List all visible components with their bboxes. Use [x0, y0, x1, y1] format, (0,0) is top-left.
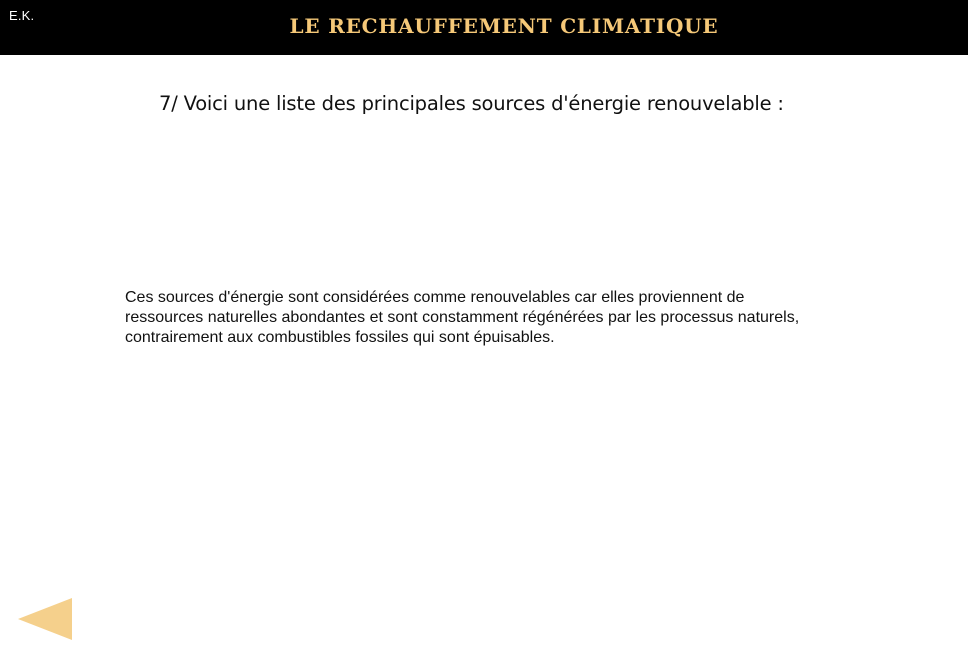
explanation-line: ressources naturelles abondantes et sont constamment régénérées par les processus naturels, [125, 309, 800, 326]
question-heading: 7/ Voici une liste des principales sources d'énergie renouvelable : [159, 92, 784, 115]
triangle-left-icon [18, 598, 72, 640]
explanation-line: Ces sources d'énergie sont considérées comme renouvelables car elles proviennent de [125, 289, 745, 306]
page-title: LE RECHAUFFEMENT CLIMATIQUE [289, 14, 719, 38]
back-button[interactable] [18, 598, 72, 640]
explanation-paragraph [125, 288, 865, 348]
header-bar [0, 0, 968, 55]
author-initials: E.K. [9, 8, 35, 23]
explanation-line: contrairement aux combustibles fossiles qui sont épuisables. [125, 329, 555, 346]
